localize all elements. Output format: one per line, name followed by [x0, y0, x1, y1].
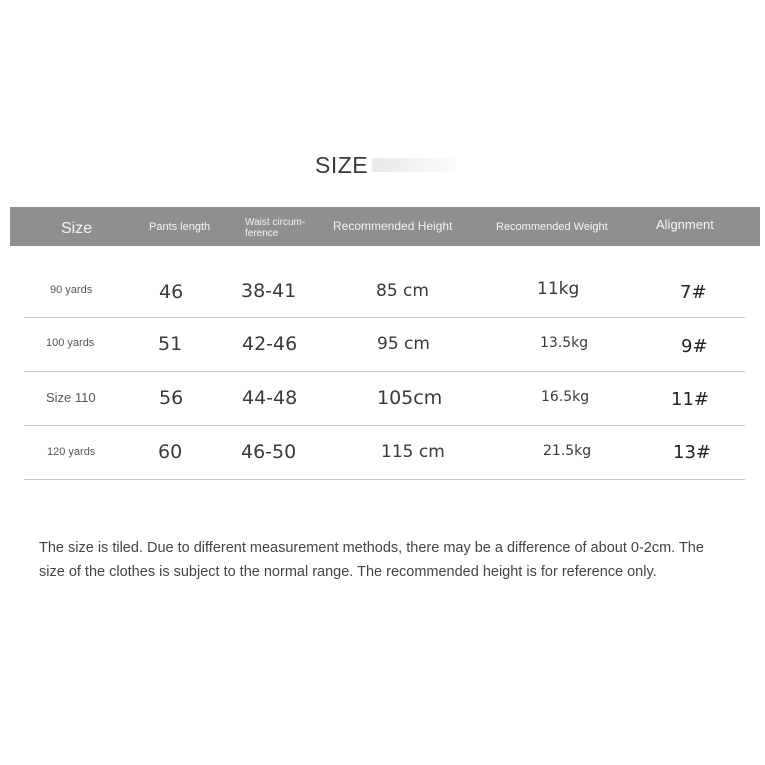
cell-waist: 46-50	[241, 441, 297, 463]
cell-alignment: 11#	[671, 389, 709, 410]
row-divider	[24, 479, 745, 480]
cell-height: 95 cm	[377, 334, 430, 354]
note-line-1: The size is tiled. Due to different measurement methods, there may be a difference of about 0-2cm. The	[39, 540, 704, 556]
header-size: Size	[61, 220, 93, 237]
page-title: SIZE	[315, 152, 369, 178]
cell-weight: 13.5kg	[540, 335, 589, 351]
row-divider	[24, 317, 745, 318]
cell-size: 120 yards	[47, 446, 96, 458]
header-recommended-weight: Recommended Weight	[496, 221, 608, 233]
cell-alignment: 7#	[680, 282, 707, 303]
header-alignment: Alignment	[656, 217, 714, 232]
cell-height: 85 cm	[376, 281, 429, 301]
cell-size: 90 yards	[50, 284, 93, 296]
table-header	[10, 207, 760, 246]
size-note	[39, 536, 739, 584]
cell-alignment: 9#	[681, 336, 708, 357]
cell-waist: 42-46	[242, 333, 298, 355]
cell-pants-length: 56	[159, 387, 184, 409]
cell-pants-length: 51	[158, 333, 183, 355]
header-recommended-height: Recommended Height	[333, 219, 453, 233]
cell-size: Size 110	[46, 390, 96, 405]
cell-weight: 11kg	[537, 279, 580, 299]
cell-weight: 21.5kg	[543, 443, 592, 459]
header-waist-line2: ference	[245, 228, 279, 239]
cell-pants-length: 60	[158, 441, 183, 463]
cell-pants-length: 46	[159, 281, 184, 303]
row-divider	[24, 371, 745, 372]
row-divider	[24, 425, 745, 426]
header-pants-length: Pants length	[149, 221, 211, 233]
cell-height: 115 cm	[381, 442, 445, 462]
cell-waist: 38-41	[241, 280, 297, 302]
cell-waist: 44-48	[242, 387, 298, 409]
cell-height: 105cm	[377, 387, 443, 409]
cell-size: 100 yards	[46, 337, 95, 349]
cell-weight: 16.5kg	[541, 389, 590, 405]
title-watermark-smudge	[372, 158, 456, 172]
header-waist	[245, 217, 305, 239]
cell-alignment: 13#	[673, 442, 711, 463]
header-waist-line1: Waist circum-	[245, 217, 306, 228]
note-line-2: size of the clothes is subject to the normal range. The recommended height is for reference only.	[39, 564, 657, 580]
